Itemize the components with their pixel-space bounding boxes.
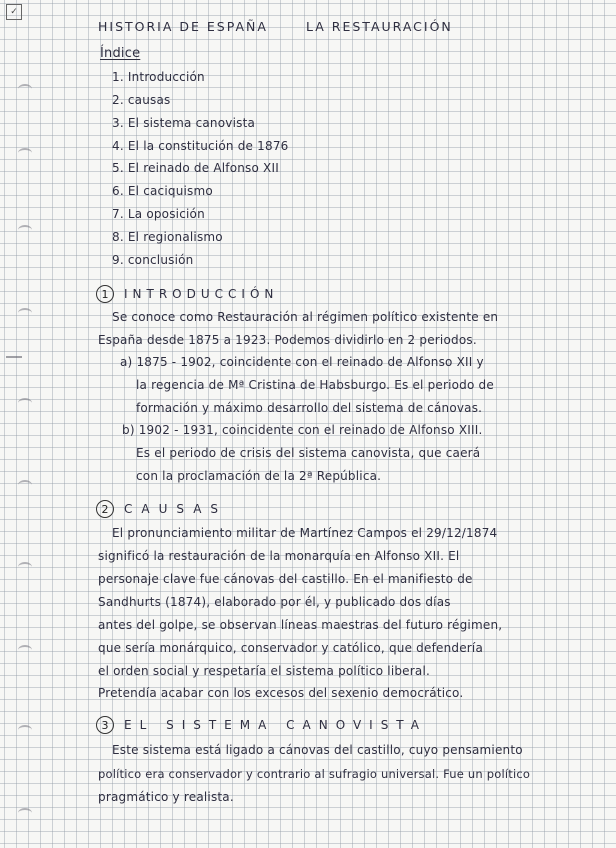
section-number-circle: 1: [96, 285, 114, 303]
paragraph-line: a) 1875 - 1902, coincidente con el reinado de Alfonso XII y: [120, 355, 484, 369]
index-item: 9. conclusión: [112, 253, 194, 267]
paragraph-line: b) 1902 - 1931, coincidente con el reinado de Alfonso XIII.: [122, 423, 483, 437]
index-item: 4. El la constitución de 1876: [112, 139, 289, 153]
ring-hole-icon: [18, 725, 32, 735]
paragraph-line: Pretendía acabar con los excesos del sexenio democrático.: [98, 686, 464, 700]
ring-hole-icon: [18, 480, 32, 490]
ring-hole-icon: [18, 308, 32, 318]
section-number-circle: 3: [96, 716, 114, 734]
paragraph-line: con la proclamación de la 2ª República.: [136, 469, 382, 483]
section-heading: CAUSAS: [124, 502, 228, 516]
paragraph-line: El pronunciamiento militar de Martínez Campos el 29/12/1874: [112, 526, 498, 540]
paragraph-line: la regencia de Mª Cristina de Habsburgo. Es el periodo de: [136, 378, 494, 392]
paragraph-line: Sandhurts (1874), elaborado por él, y publicado dos días: [98, 595, 451, 609]
ring-hole-icon: [18, 645, 32, 655]
ring-hole-icon: [18, 562, 32, 572]
ring-hole-icon: [18, 398, 32, 408]
paragraph-line: antes del golpe, se observan líneas maestras del futuro régimen,: [98, 618, 503, 632]
section-number-circle: 2: [96, 500, 114, 518]
paragraph-line: que sería monárquico, conservador y católico, que defendería: [98, 641, 484, 655]
paragraph-line: Este sistema está ligado a cánovas del castillo, cuyo pensamiento: [112, 743, 523, 757]
paragraph-line: significó la restauración de la monarquía en Alfonso XII. El: [98, 549, 460, 563]
fold-mark: [6, 356, 22, 358]
section-heading: EL SISTEMA CANOVISTA: [124, 718, 427, 732]
paragraph-line: Es el periodo de crisis del sistema canovista, que caerá: [136, 446, 481, 460]
paragraph-line: el orden social y respetaría el sistema político liberal.: [98, 664, 430, 678]
index-item: 5. El reinado de Alfonso XII: [112, 161, 279, 175]
ring-hole-icon: [18, 84, 32, 94]
index-item: 3. El sistema canovista: [112, 116, 256, 130]
paragraph-line: formación y máximo desarrollo del sistema de cánovas.: [136, 401, 483, 415]
index-item: 7. La oposición: [112, 207, 205, 221]
ring-hole-icon: [18, 808, 32, 818]
index-item: 1. Introducción: [112, 70, 205, 84]
index-item: 6. El caciquismo: [112, 184, 213, 198]
paragraph-line: pragmático y realista.: [98, 790, 234, 804]
index-item: 8. El regionalismo: [112, 230, 223, 244]
paragraph-line: Se conoce como Restauración al régimen político existente en: [112, 310, 499, 324]
index-heading: Índice: [100, 46, 141, 61]
title-topic: LA RESTAURACIÓN: [306, 19, 453, 34]
paragraph-line: personaje clave fue cánovas del castillo. En el manifiesto de: [98, 572, 473, 586]
ring-hole-icon: [18, 148, 32, 158]
section-heading: INTRODUCCIÓN: [124, 287, 279, 301]
title-subject: HISTORIA DE ESPAÑA: [98, 19, 268, 34]
index-item: 2. causas: [112, 93, 171, 107]
paragraph-line: España desde 1875 a 1923. Podemos dividirlo en 2 periodos.: [98, 333, 477, 347]
ring-hole-icon: [18, 225, 32, 235]
corner-checkbox-icon: ✓: [6, 4, 22, 20]
paragraph-line: político era conservador y contrario al sufragio universal. Fue un político: [98, 767, 531, 781]
